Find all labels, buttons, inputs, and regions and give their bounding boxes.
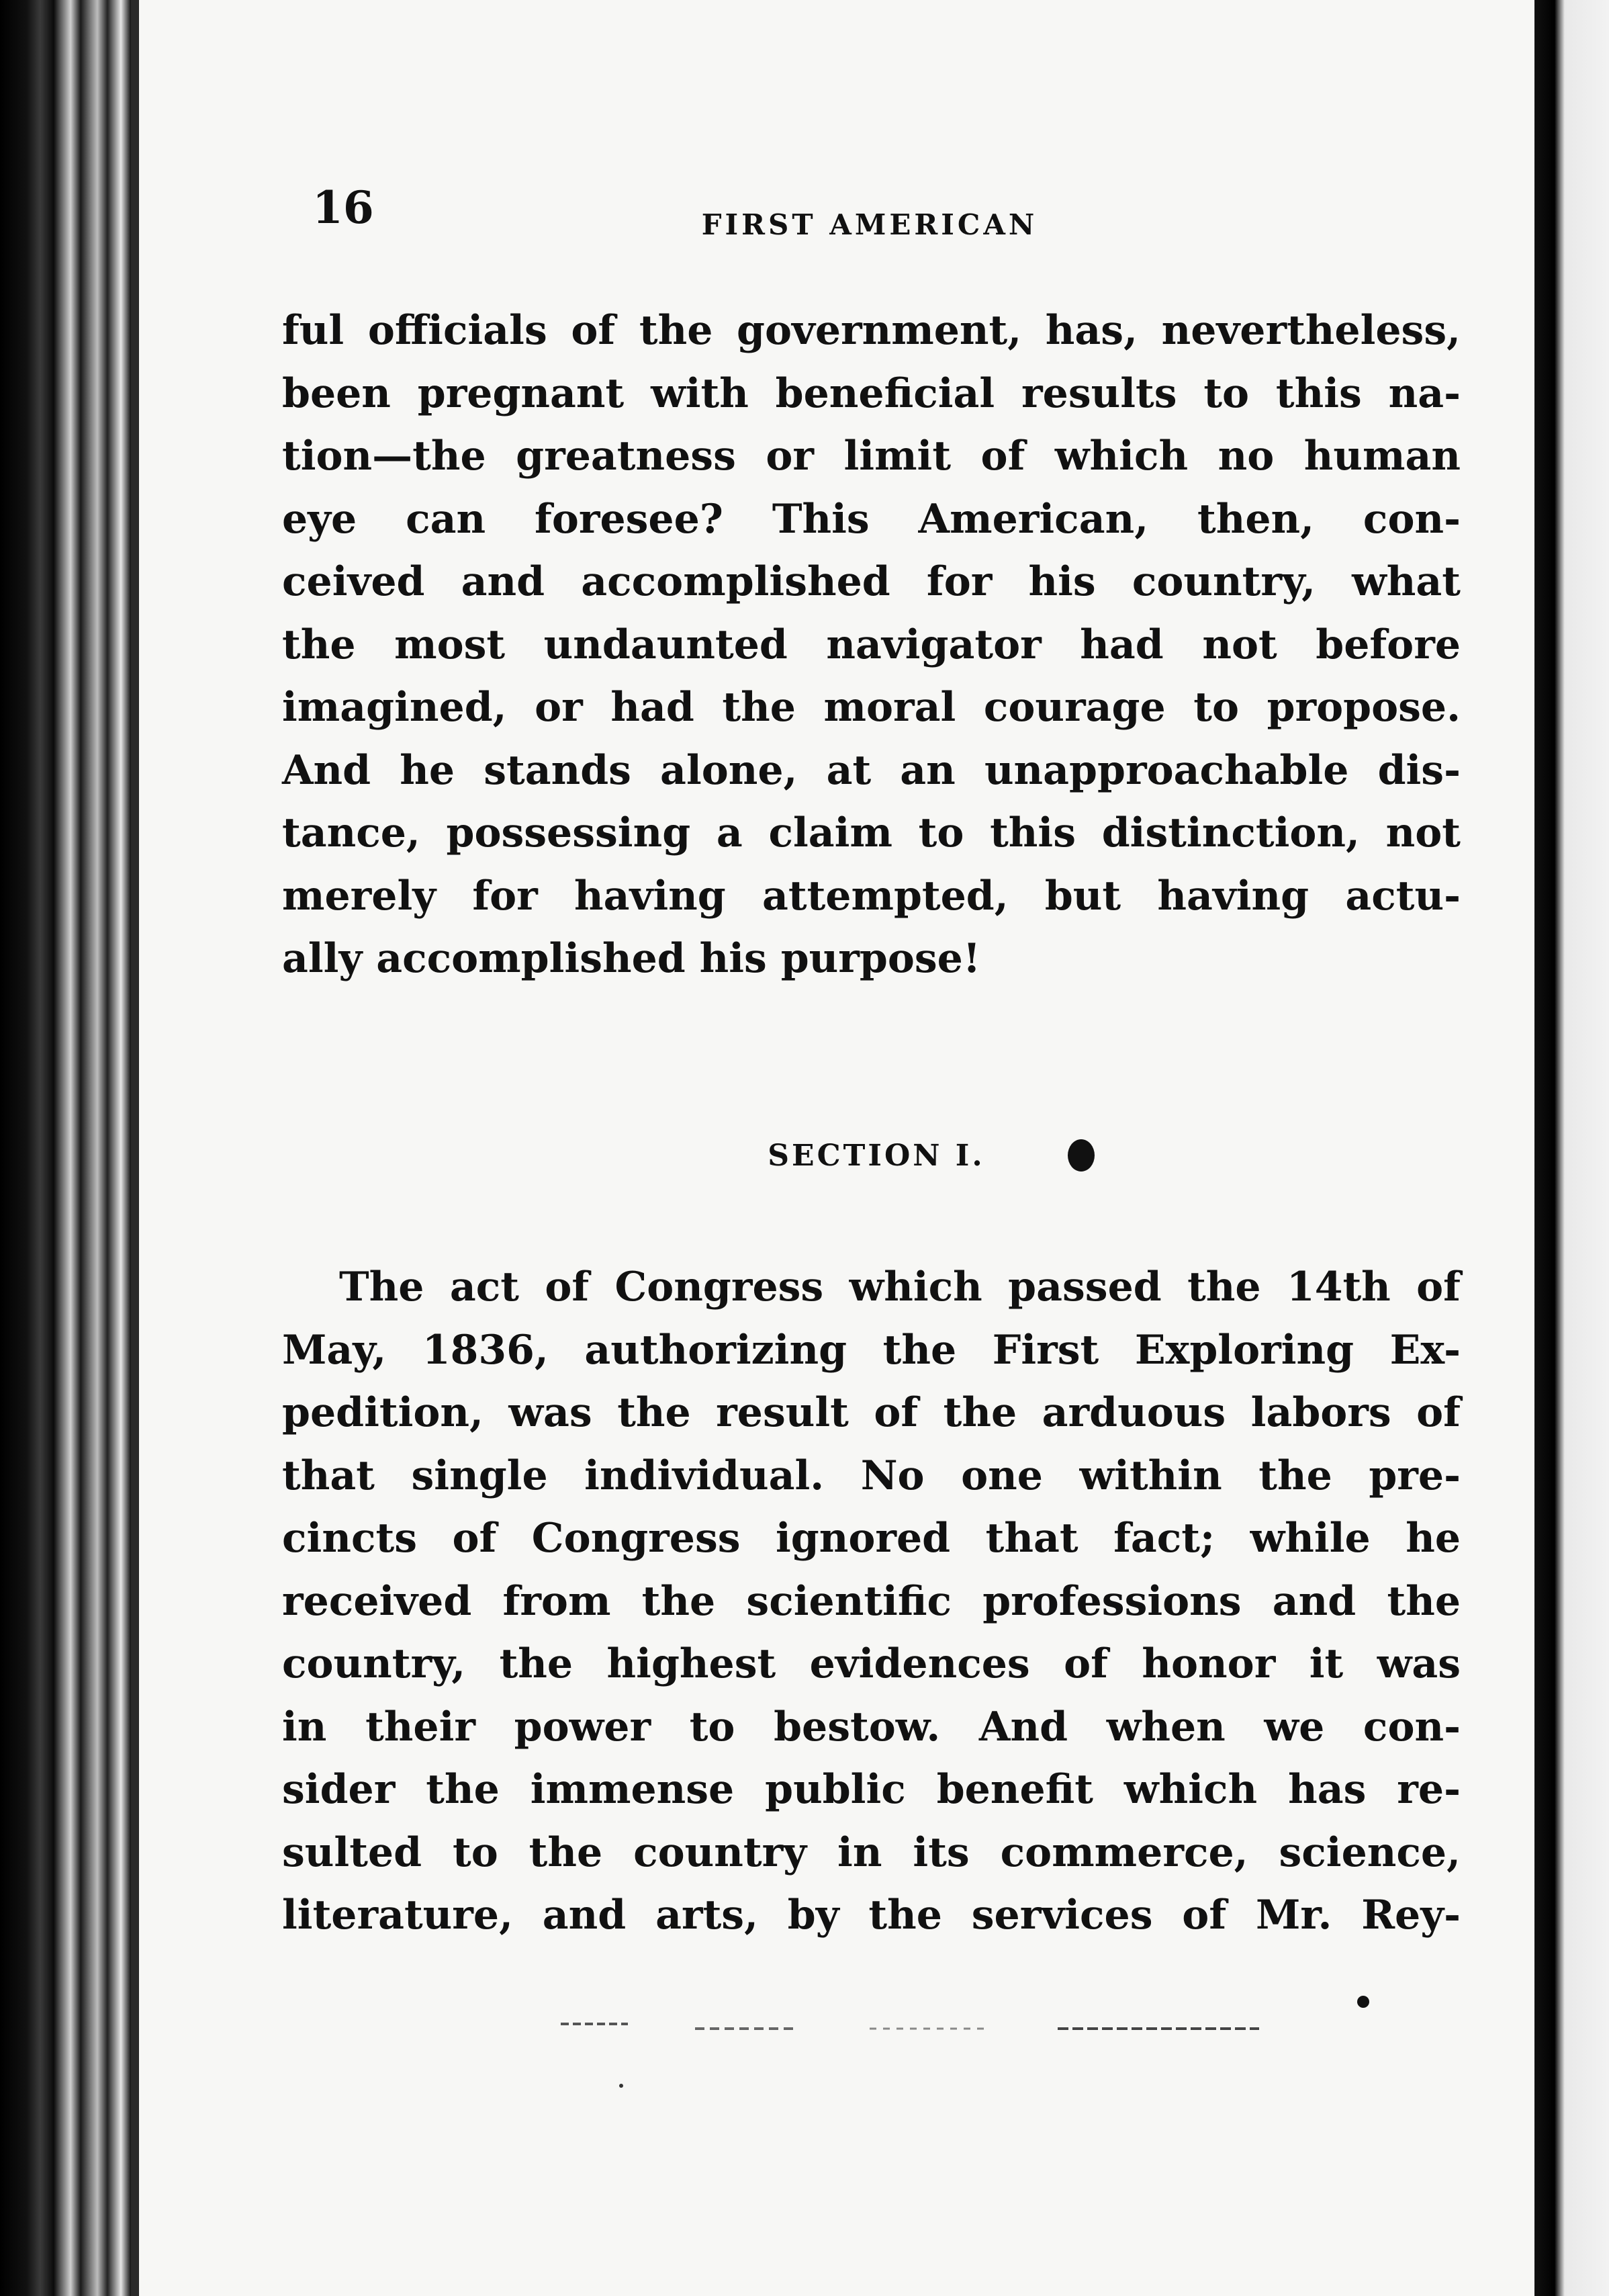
text-line: And he stands alone, at an unapproachable dis-	[282, 746, 1461, 794]
text-line: country, the highest evidences of honor it was	[282, 1640, 1461, 1687]
text-line: pedition, was the result of the arduous labors of	[282, 1389, 1461, 1436]
text-line: received from the scientific professions and the	[282, 1577, 1461, 1625]
text-line: in their power to bestow. And when we con-	[282, 1703, 1461, 1751]
paragraph-continued	[282, 300, 1461, 991]
text-line: cincts of Congress ignored that fact; while he	[282, 1515, 1461, 1562]
text-line: sider the immense public benefit which has re-	[282, 1766, 1461, 1813]
text-line: ally accomplished his purpose!	[282, 935, 981, 982]
book-page	[131, 0, 1534, 2296]
page-header	[131, 181, 1534, 255]
running-head: FIRST AMERICAN	[701, 208, 1038, 241]
text-line: The act of Congress which passed the 14th of	[339, 1264, 1461, 1311]
page-number: 16	[312, 181, 374, 234]
text-line: eye can foresee? This American, then, con-	[282, 495, 1461, 543]
text-line: ful officials of the government, has, nevertheless,	[282, 307, 1461, 354]
section-heading: SECTION I.	[768, 1139, 985, 1173]
text-line: that single individual. No one within the pre-	[282, 1452, 1461, 1499]
text-line: tion—the greatness or limit of which no human	[282, 433, 1461, 480]
paragraph-section-1	[282, 1256, 1461, 1947]
text-line: tance, possessing a claim to this distinction, not	[282, 809, 1461, 856]
text-line: literature, and arts, by the services of Mr. Rey-	[282, 1892, 1461, 1939]
text-line: the most undaunted navigator had not before	[282, 621, 1461, 668]
book-edge-right	[1534, 0, 1609, 2296]
text-line: imagined, or had the moral courage to propose.	[282, 684, 1461, 731]
text-line: merely for having attempted, but having actu-	[282, 872, 1461, 920]
text-line: May, 1836, authorizing the First Exploring Ex-	[282, 1326, 1461, 1374]
text-line: been pregnant with beneficial results to this na-	[282, 369, 1461, 417]
text-line: ceived and accomplished for his country, what	[282, 558, 1461, 605]
book-edge-left	[0, 0, 131, 2296]
text-line: sulted to the country in its commerce, science,	[282, 1828, 1461, 1876]
